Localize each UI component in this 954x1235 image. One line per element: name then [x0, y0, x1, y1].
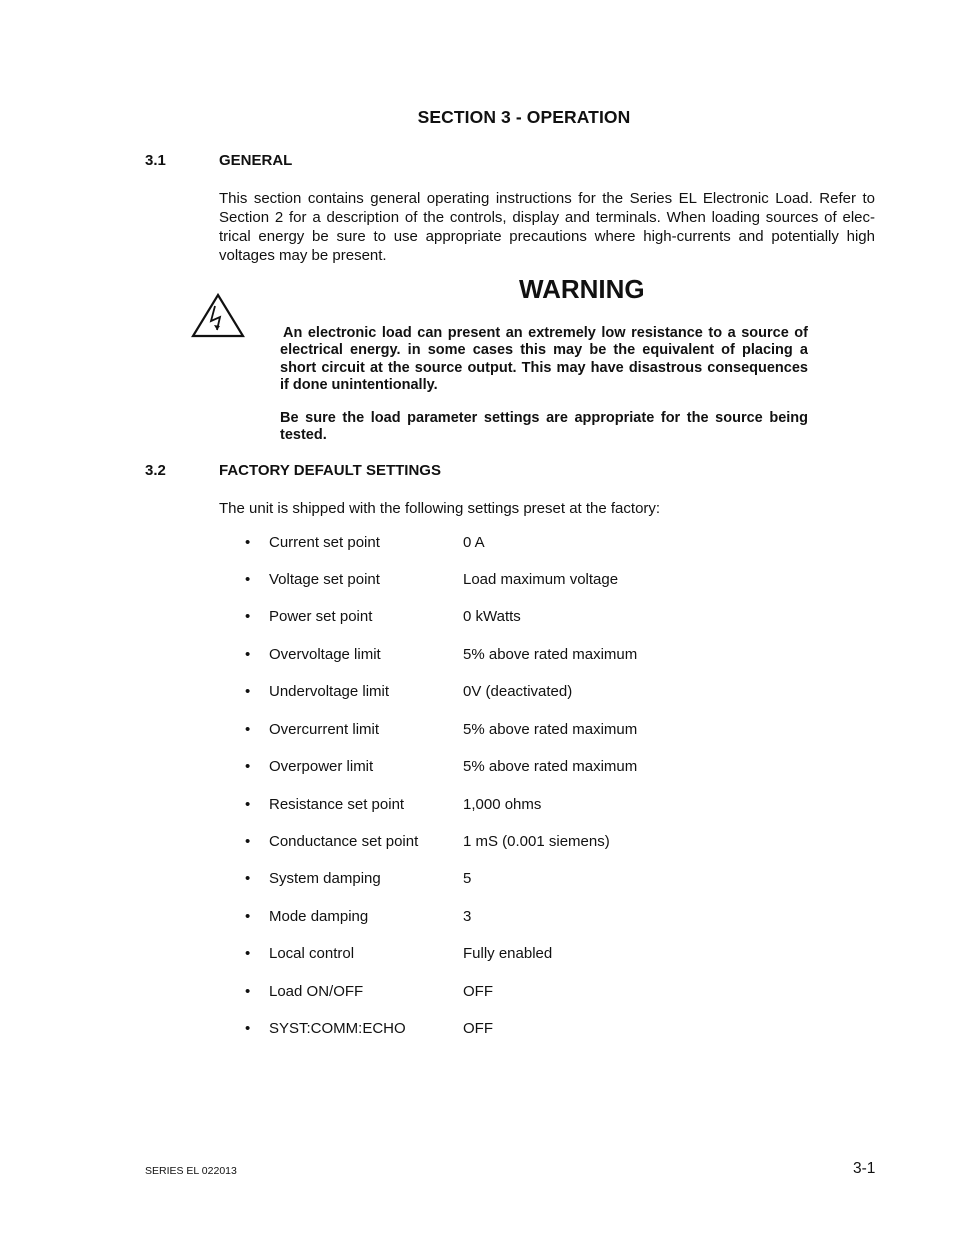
- bullet: •: [245, 870, 251, 887]
- bullet: •: [245, 683, 251, 700]
- setting-label: Local control: [269, 945, 355, 962]
- bullet: •: [245, 796, 251, 813]
- setting-value: 0 kWatts: [463, 608, 521, 625]
- setting-value: 0V (deactivated): [463, 683, 573, 700]
- bullet: •: [245, 833, 251, 850]
- setting-value: OFF: [463, 983, 493, 1000]
- setting-value: 5% above rated maximum: [463, 721, 638, 738]
- setting-label: Overcurrent limit: [269, 721, 380, 738]
- setting-value: OFF: [463, 1020, 493, 1037]
- bullet: •: [245, 983, 251, 1000]
- high-voltage-warning-icon: [191, 293, 245, 338]
- bullet: •: [245, 721, 251, 738]
- setting-label: SYST:COMM:ECHO: [269, 1020, 406, 1037]
- section-3-1-number: 3.1: [145, 152, 166, 169]
- general-paragraph: This section contains general operating instructions for the Series EL Electronic Load. Refer to Section 2 for a description of the controls, display and terminals. When loading sources of elec-trical energy be sure to use appropriate precautions where high-currents and potentially high voltages may be present.: [219, 190, 875, 264]
- defaults-intro: The unit is shipped with the following settings preset at the factory:: [219, 500, 661, 517]
- bullet: •: [245, 945, 251, 962]
- setting-value: Load maximum voltage: [463, 571, 619, 588]
- section-3-2-number: 3.2: [145, 462, 166, 479]
- bullet: •: [245, 908, 251, 925]
- warning-paragraph-2: Be sure the load parameter settings are appropriate for the source being tested.: [280, 410, 808, 444]
- setting-value: Fully enabled: [463, 945, 553, 962]
- setting-label: Resistance set point: [269, 796, 405, 813]
- setting-label: Current set point: [269, 534, 380, 551]
- setting-value: 1,000 ohms: [463, 796, 542, 813]
- section-3-1-title: GENERAL: [219, 152, 293, 169]
- bullet: •: [245, 758, 251, 775]
- setting-value: 1 mS (0.001 siemens): [463, 833, 610, 850]
- setting-label: Voltage set point: [269, 571, 380, 588]
- setting-value: 0 A: [463, 534, 485, 551]
- setting-value: 5: [463, 870, 472, 887]
- setting-label: Conductance set point: [269, 833, 419, 850]
- bullet: •: [245, 1020, 251, 1037]
- warning-paragraph-1: An electronic load can present an extremely low resistance to a source of electrical energy. in some cases this may be the equivalent of placing a short circuit at the source output. This may have disastrous consequences if done unintentionally.: [280, 325, 808, 393]
- setting-label: Power set point: [269, 608, 373, 625]
- bullet: •: [245, 571, 251, 588]
- section-title: SECTION 3 - OPERATION: [417, 107, 631, 127]
- warning-title: WARNING: [519, 274, 645, 304]
- setting-label: System damping: [269, 870, 381, 887]
- setting-label: Mode damping: [269, 908, 369, 925]
- setting-value: 3: [463, 908, 472, 925]
- setting-label: Overpower limit: [269, 758, 374, 775]
- setting-label: Load ON/OFF: [269, 983, 364, 1000]
- bullet: •: [245, 608, 251, 625]
- bullet: •: [245, 646, 251, 663]
- setting-label: Overvoltage limit: [269, 646, 381, 663]
- setting-label: Undervoltage limit: [269, 683, 390, 700]
- setting-value: 5% above rated maximum: [463, 646, 638, 663]
- section-3-2-title: FACTORY DEFAULT SETTINGS: [219, 462, 441, 479]
- setting-value: 5% above rated maximum: [463, 758, 638, 775]
- page-number: 3-1: [853, 1160, 876, 1177]
- footer-document-id: SERIES EL 022013: [145, 1165, 237, 1177]
- bullet: •: [245, 534, 251, 551]
